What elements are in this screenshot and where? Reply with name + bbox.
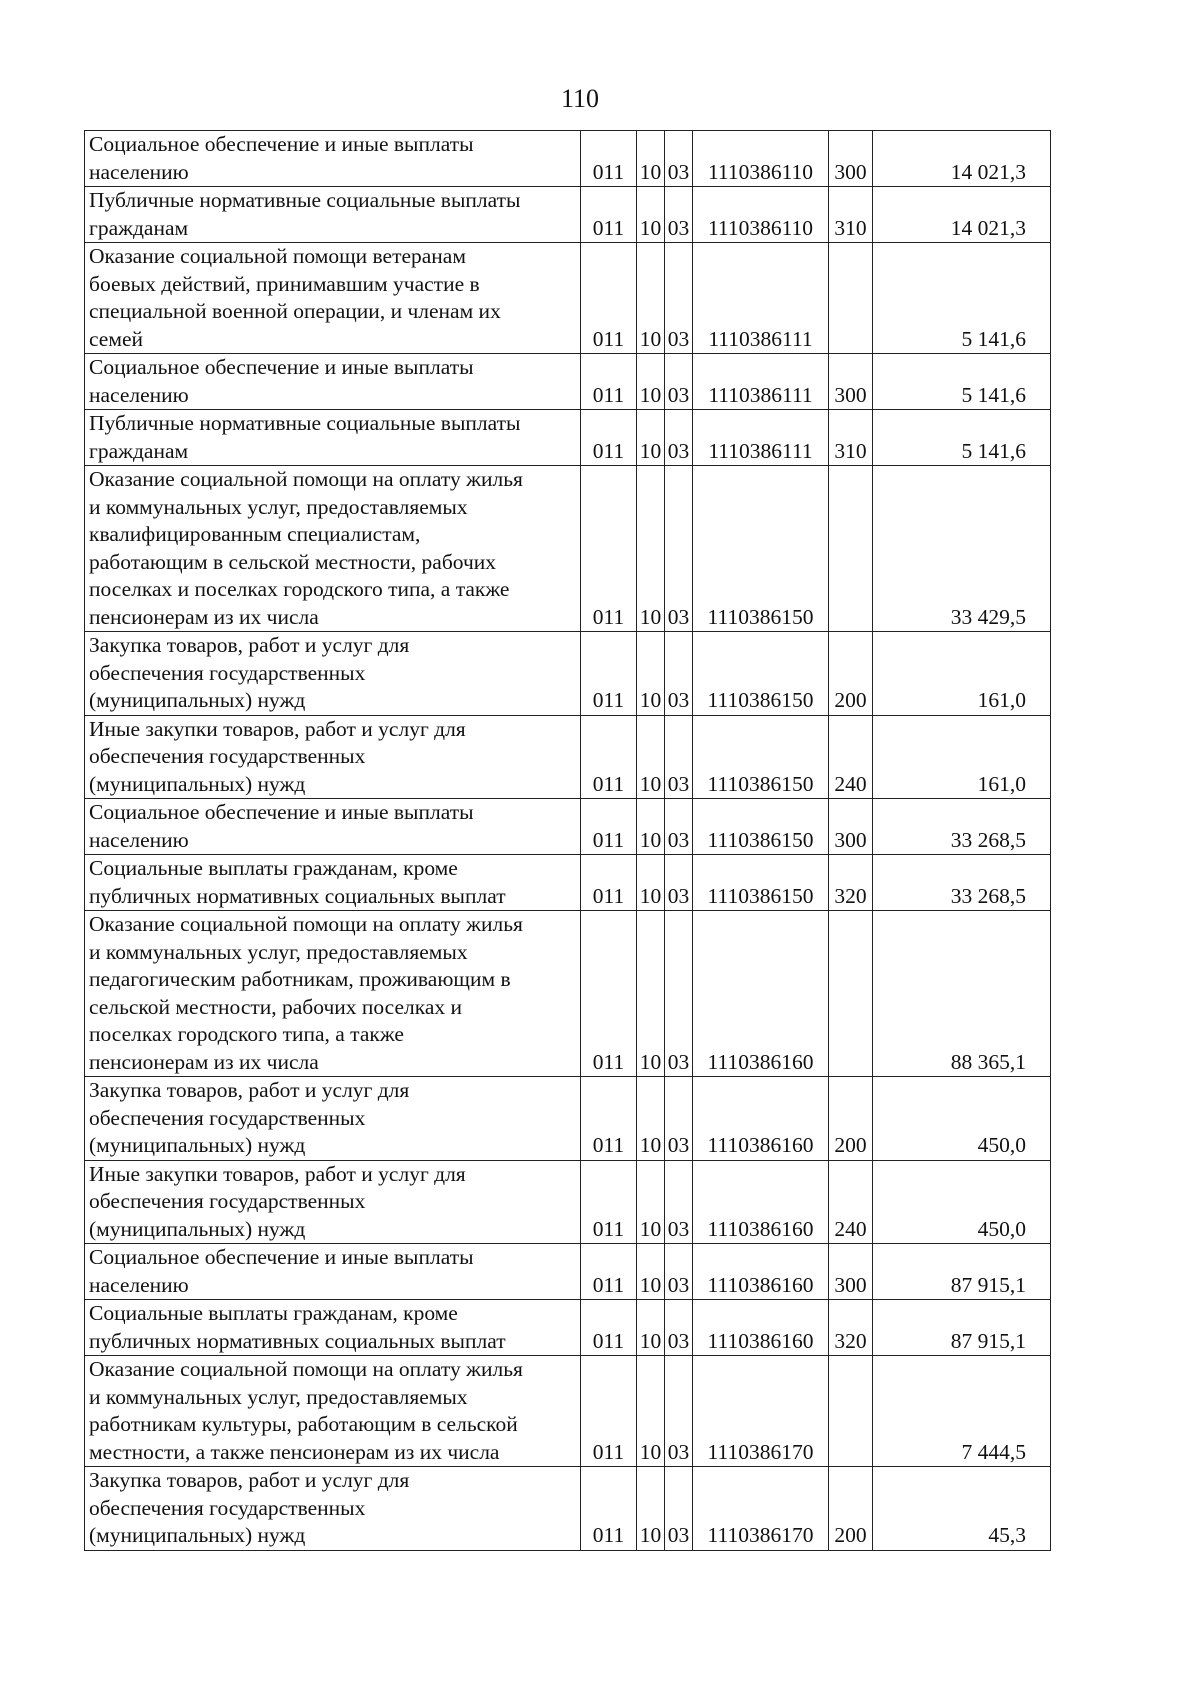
target-article-cell: 1110386160 (693, 911, 829, 1077)
amount-cell: 33 268,5 (873, 799, 1051, 855)
item-name-line: (муниципальных) нужд (89, 771, 306, 796)
target-article-cell: 1110386150 (693, 715, 829, 799)
item-name-line: Социальное обеспечение и иные выплаты (89, 355, 474, 379)
table-row (85, 466, 1051, 632)
item-name-line: (муниципальных) нужд (89, 1133, 306, 1157)
subsection-code-cell: 03 (665, 131, 693, 187)
target-article-cell: 1110386150 (693, 855, 829, 911)
item-name-line: пенсионерам из их числа (89, 604, 319, 629)
expense-type-cell (829, 466, 873, 632)
item-name-line: Публичные нормативные социальные выплаты (89, 188, 521, 212)
ministry-code-cell: 011 (581, 466, 637, 632)
item-name-line: квалифицированным специалистам, (89, 522, 421, 546)
expense-type-cell: 310 (829, 410, 873, 466)
target-article-cell: 1110386160 (693, 1077, 829, 1161)
amount-cell: 450,0 (873, 1160, 1051, 1244)
subsection-code-cell: 03 (665, 354, 693, 410)
amount-cell: 5 141,6 (873, 410, 1051, 466)
item-name-line: местности, а также пенсионерам из их числа (89, 1439, 500, 1464)
expense-type-cell: 300 (829, 131, 873, 187)
item-name-line: обеспечения государственных (89, 1495, 366, 1520)
section-code-cell: 10 (637, 1467, 665, 1551)
table-row (85, 799, 1051, 855)
expense-type-cell (829, 911, 873, 1077)
ministry-code-cell: 011 (581, 1160, 637, 1244)
expense-type-cell (829, 1356, 873, 1467)
amount-cell: 33 268,5 (873, 855, 1051, 911)
ministry-code-cell: 011 (581, 799, 637, 855)
target-article-cell: 1110386160 (693, 1300, 829, 1356)
subsection-code-cell: 03 (665, 243, 693, 354)
target-article-cell: 1110386160 (693, 1160, 829, 1244)
item-name-line: Социальное обеспечение и иные выплаты (89, 1245, 474, 1269)
section-code-cell: 10 (637, 855, 665, 911)
item-name-line: Социальные выплаты гражданам, кроме (89, 1301, 458, 1325)
ministry-code-cell: 011 (581, 1467, 637, 1551)
table-row (85, 1300, 1051, 1356)
section-code-cell: 10 (637, 1077, 665, 1161)
expense-type-cell: 300 (829, 799, 873, 855)
table-row (85, 632, 1051, 716)
target-article-cell: 1110386111 (693, 243, 829, 354)
subsection-code-cell: 03 (665, 187, 693, 243)
item-name-cell (85, 1077, 581, 1161)
item-name-line: Социальное обеспечение и иные выплаты (89, 132, 474, 156)
item-name-line: работающим в сельской местности, рабочих (89, 549, 497, 574)
expense-type-cell: 240 (829, 715, 873, 799)
amount-cell: 14 021,3 (873, 131, 1051, 187)
item-name-cell (85, 466, 581, 632)
subsection-code-cell: 03 (665, 715, 693, 799)
expense-type-cell: 310 (829, 187, 873, 243)
item-name-line: Оказание социальной помощи на оплату жилья (89, 467, 523, 491)
item-name-line: Социальное обеспечение и иные выплаты (89, 800, 474, 824)
section-code-cell: 10 (637, 243, 665, 354)
ministry-code-cell: 011 (581, 131, 637, 187)
budget-table (84, 130, 1051, 1551)
table-row (85, 855, 1051, 911)
subsection-code-cell: 03 (665, 466, 693, 632)
item-name-line: гражданам (89, 215, 189, 240)
expense-type-cell: 240 (829, 1160, 873, 1244)
item-name-line: Закупка товаров, работ и услуг для (89, 633, 410, 657)
item-name-cell (85, 187, 581, 243)
amount-cell: 33 429,5 (873, 466, 1051, 632)
item-name-cell (85, 799, 581, 855)
ministry-code-cell: 011 (581, 1356, 637, 1467)
item-name-line: работникам культуры, работающим в сельской (89, 1412, 518, 1436)
ministry-code-cell: 011 (581, 1077, 637, 1161)
item-name-line: населению (89, 827, 189, 852)
expense-type-cell: 300 (829, 1244, 873, 1300)
item-name-cell (85, 1244, 581, 1300)
page-number: 110 (560, 84, 600, 113)
item-name-line: сельской местности, рабочих поселках и (89, 994, 463, 1019)
item-name-line: и коммунальных услуг, предоставляемых (89, 1384, 468, 1409)
table-row (85, 1356, 1051, 1467)
expense-type-cell (829, 243, 873, 354)
item-name-line: обеспечения государственных (89, 744, 366, 768)
subsection-code-cell: 03 (665, 1467, 693, 1551)
item-name-line: семей (89, 326, 144, 351)
section-code-cell: 10 (637, 632, 665, 716)
target-article-cell: 1110386170 (693, 1467, 829, 1551)
item-name-line: пенсионерам из их числа (89, 1049, 319, 1074)
table-body (85, 131, 1051, 1551)
ministry-code-cell: 011 (581, 354, 637, 410)
target-article-cell: 1110386111 (693, 354, 829, 410)
item-name-line: поселках городского типа, а также (89, 1022, 404, 1046)
amount-cell: 88 365,1 (873, 911, 1051, 1077)
ministry-code-cell: 011 (581, 715, 637, 799)
ministry-code-cell: 011 (581, 1300, 637, 1356)
expense-type-cell: 200 (829, 632, 873, 716)
item-name-cell (85, 715, 581, 799)
target-article-cell: 1110386170 (693, 1356, 829, 1467)
item-name-cell (85, 911, 581, 1077)
item-name-cell (85, 354, 581, 410)
item-name-line: обеспечения государственных (89, 1189, 366, 1213)
item-name-line: (муниципальных) нужд (89, 1216, 306, 1241)
table-row (85, 187, 1051, 243)
subsection-code-cell: 03 (665, 1300, 693, 1356)
item-name-line: населению (89, 382, 189, 407)
item-name-line: (муниципальных) нужд (89, 688, 306, 712)
item-name-line: Оказание социальной помощи на оплату жилья (89, 912, 523, 936)
table-row (85, 243, 1051, 354)
item-name-line: Оказание социальной помощи ветеранам (89, 244, 466, 268)
expense-type-cell: 320 (829, 855, 873, 911)
section-code-cell: 10 (637, 410, 665, 466)
table-row (85, 715, 1051, 799)
amount-cell: 45,3 (873, 1467, 1051, 1551)
expense-type-cell: 200 (829, 1077, 873, 1161)
section-code-cell: 10 (637, 131, 665, 187)
table-row (85, 410, 1051, 466)
ministry-code-cell: 011 (581, 1244, 637, 1300)
section-code-cell: 10 (637, 187, 665, 243)
item-name-cell (85, 1356, 581, 1467)
amount-cell: 5 141,6 (873, 354, 1051, 410)
item-name-line: Публичные нормативные социальные выплаты (89, 411, 521, 435)
subsection-code-cell: 03 (665, 632, 693, 716)
ministry-code-cell: 011 (581, 410, 637, 466)
target-article-cell: 1110386110 (693, 187, 829, 243)
section-code-cell: 10 (637, 466, 665, 632)
amount-cell: 7 444,5 (873, 1356, 1051, 1467)
item-name-line: населению (89, 159, 189, 184)
ministry-code-cell: 011 (581, 243, 637, 354)
section-code-cell: 10 (637, 1356, 665, 1467)
item-name-line: публичных нормативных социальных выплат (89, 1328, 506, 1353)
item-name-cell (85, 1160, 581, 1244)
target-article-cell: 1110386110 (693, 131, 829, 187)
item-name-line: специальной военной операции, и членам их (89, 299, 501, 323)
ministry-code-cell: 011 (581, 911, 637, 1077)
item-name-line: Закупка товаров, работ и услуг для (89, 1078, 410, 1102)
amount-cell: 161,0 (873, 715, 1051, 799)
item-name-line: педагогическим работникам, проживающим в (89, 967, 511, 991)
item-name-line: публичных нормативных социальных выплат (89, 883, 506, 908)
item-name-cell (85, 1467, 581, 1551)
expense-type-cell: 300 (829, 354, 873, 410)
table-row (85, 1160, 1051, 1244)
item-name-line: населению (89, 1272, 189, 1297)
target-article-cell: 1110386150 (693, 466, 829, 632)
ministry-code-cell: 011 (581, 855, 637, 911)
table-row (85, 1467, 1051, 1551)
item-name-line: и коммунальных услуг, предоставляемых (89, 939, 468, 964)
subsection-code-cell: 03 (665, 855, 693, 911)
section-code-cell: 10 (637, 1300, 665, 1356)
item-name-line: Иные закупки товаров, работ и услуг для (89, 1161, 466, 1186)
table-row (85, 911, 1051, 1077)
section-code-cell: 10 (637, 799, 665, 855)
ministry-code-cell: 011 (581, 632, 637, 716)
item-name-line: Социальные выплаты гражданам, кроме (89, 856, 458, 880)
item-name-line: (муниципальных) нужд (89, 1523, 306, 1547)
item-name-line: Иные закупки товаров, работ и услуг для (89, 716, 466, 741)
subsection-code-cell: 03 (665, 911, 693, 1077)
item-name-line: Оказание социальной помощи на оплату жилья (89, 1357, 523, 1381)
ministry-code-cell: 011 (581, 187, 637, 243)
subsection-code-cell: 03 (665, 799, 693, 855)
amount-cell: 87 915,1 (873, 1244, 1051, 1300)
item-name-cell (85, 410, 581, 466)
subsection-code-cell: 03 (665, 1077, 693, 1161)
subsection-code-cell: 03 (665, 1244, 693, 1300)
table-row (85, 354, 1051, 410)
item-name-line: обеспечения государственных (89, 1105, 366, 1130)
subsection-code-cell: 03 (665, 1356, 693, 1467)
table-row (85, 131, 1051, 187)
amount-cell: 161,0 (873, 632, 1051, 716)
target-article-cell: 1110386150 (693, 799, 829, 855)
item-name-line: поселках и поселках городского типа, а также (89, 577, 510, 601)
target-article-cell: 1110386160 (693, 1244, 829, 1300)
item-name-line: и коммунальных услуг, предоставляемых (89, 494, 468, 519)
subsection-code-cell: 03 (665, 410, 693, 466)
amount-cell: 87 915,1 (873, 1300, 1051, 1356)
target-article-cell: 1110386150 (693, 632, 829, 716)
item-name-line: гражданам (89, 438, 189, 463)
section-code-cell: 10 (637, 354, 665, 410)
table-row (85, 1077, 1051, 1161)
subsection-code-cell: 03 (665, 1160, 693, 1244)
table-row (85, 1244, 1051, 1300)
item-name-line: боевых действий, принимавшим участие в (89, 271, 480, 296)
item-name-line: Закупка товаров, работ и услуг для (89, 1468, 410, 1492)
item-name-cell (85, 1300, 581, 1356)
amount-cell: 5 141,6 (873, 243, 1051, 354)
amount-cell: 450,0 (873, 1077, 1051, 1161)
item-name-cell (85, 131, 581, 187)
item-name-cell (85, 632, 581, 716)
item-name-cell (85, 243, 581, 354)
section-code-cell: 10 (637, 1160, 665, 1244)
section-code-cell: 10 (637, 715, 665, 799)
section-code-cell: 10 (637, 1244, 665, 1300)
amount-cell: 14 021,3 (873, 187, 1051, 243)
target-article-cell: 1110386111 (693, 410, 829, 466)
section-code-cell: 10 (637, 911, 665, 1077)
expense-type-cell: 320 (829, 1300, 873, 1356)
item-name-cell (85, 855, 581, 911)
item-name-line: обеспечения государственных (89, 660, 366, 685)
expense-type-cell: 200 (829, 1467, 873, 1551)
